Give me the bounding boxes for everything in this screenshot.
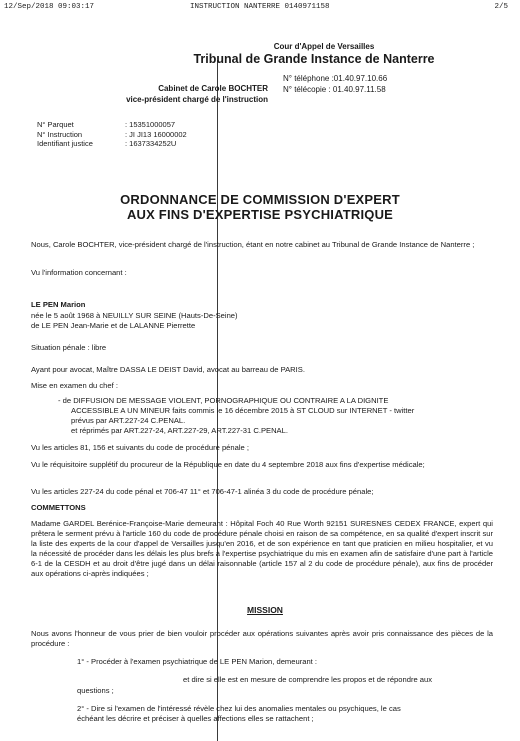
charge-line: prévus par ART.227-24 C.PENAL.: [71, 416, 186, 425]
vu-requisitoire: Vu le réquisitoire supplétif du procureur de la République en date du 4 septembre 2018 aux fins d'expertise médicale;: [31, 460, 425, 469]
charge-line: - de DIFFUSION DE MESSAGE VIOLENT, PORNOGRAPHIQUE OU CONTRAIRE A LA DIGNITE: [58, 396, 389, 405]
mission-heading: MISSION: [247, 605, 283, 615]
cabinet-judge: Cabinet de Carole BOCHTER: [158, 84, 268, 93]
document-title-line1: ORDONNANCE DE COMMISSION D'EXPERT: [120, 192, 400, 207]
intro-paragraph: Nous, Carole BOCHTER, vice-président chargé de l'instruction, étant en notre cabinet au Tribunal de Grande Instance de Nanterre ;: [31, 240, 475, 249]
person-birth: née le 5 août 1968 à NEUILLY SUR SEINE (Hauts-De-Seine): [31, 311, 238, 320]
charge-line: ACCESSIBLE A UN MINEUR faits commis le 16 décembre 2015 à ST CLOUD sur INTERNET - twitter: [71, 406, 415, 415]
fax-header: [4, 3, 516, 15]
contact-block: [283, 73, 387, 95]
fax-number: N° télécopie : 01.40.97.11.58: [283, 85, 386, 94]
identifier-row: [37, 130, 187, 140]
mission-intro: Nous avons l'honneur de vous prier de bien vouloir procéder aux opérations suivantes après avoir pris connaissance des pièces de la procédure :: [31, 629, 493, 648]
mission-item-1-cont: questions ;: [77, 686, 114, 695]
cabinet-role: vice-président chargé de l'instruction: [126, 95, 268, 104]
situation-penale: Situation pénale : libre: [31, 343, 107, 352]
charge-line: et réprimés par ART.227-24, ART.227-29, ART.227-31 C.PENAL.: [71, 426, 288, 435]
fax-title: INSTRUCTION NANTERRE 0140971158: [190, 3, 330, 11]
identifier-label: Identifiant justice: [37, 139, 93, 148]
identifier-row: [37, 120, 187, 130]
mission-item-1: 1° - Procéder à l'examen psychiatrique de LE PEN Marion, demeurant :: [77, 657, 318, 666]
identifier-row: [37, 139, 187, 149]
avocat-line: Ayant pour avocat, Maître DASSA LE DEIST David, avocat au barreau de PARIS.: [31, 365, 305, 374]
commettons-paragraph: Madame GARDEL Berénice-Françoise-Marie demeurant : Hôpital Foch 40 Rue Worth 92151 SURESNES CEDEX FRANCE, expert qui prêtera le serment prévu à l'article 160 du code de procédure pénale choisi en raison de sa compétence, en sa qualité d'expert inscrit sur la liste des experts de la cour d'appel de Versailles jusqu'en 2016, et de son expérience en tant que praticien en milieu hospitalier, et vu la nécessité de procéder dans les délais les plus brefs à l'expertise psychiatrique du mis en examen afin de satisfaire d'une part à l'article 6-1 de la CESDH et au droit d'être jugé dans un délai raisonnable (article 157 al 2 du code de procédure pénale), aux fins de procéder aux opérations ci-après indiquées ;: [31, 519, 493, 578]
phone-number: N° téléphone :01.40.97.10.66: [283, 74, 388, 83]
identifier-value: : JI JI13 16000002: [125, 129, 187, 139]
court-of-appeal: Cour d'Appel de Versailles: [273, 42, 375, 51]
person-parents: de LE PEN Jean-Marie et de LALANNE Pierrette: [31, 321, 196, 330]
mission-item-1-cont: et dire si elle est en mesure de comprendre les propos et de répondre aux: [183, 675, 433, 684]
identifier-label: N° Parquet: [37, 120, 74, 129]
document-title-line2: AUX FINS D'EXPERTISE PSYCHIATRIQUE: [126, 207, 394, 222]
tribunal-name: Tribunal de Grande Instance de Nanterre: [193, 52, 435, 66]
mission-item-2-cont: échéant les décrire et préciser à quelles affections elles se rattachent ;: [77, 714, 314, 723]
mission-item-2: 2° - Dire si l'examen de l'intéressé révèle chez lui des anomalies mentales ou psychiques, le cas: [77, 704, 401, 713]
fax-datetime: 12/Sep/2018 09:03:17: [4, 3, 95, 11]
cabinet-block: [58, 83, 268, 105]
vu-articles: Vu les articles 81, 156 et suivants du code de procédure pénale ;: [31, 443, 249, 452]
vu-articles-2: Vu les articles 227-24 du code pénal et 706-47 11° et 706-47-1 alinéa 3 du code de procédure pénale;: [31, 487, 374, 496]
case-identifiers: [37, 120, 187, 149]
identifier-value: : 15351000057: [125, 120, 176, 129]
mise-en-examen: Mise en examen du chef :: [31, 381, 118, 390]
vu-information: Vu l'information concernant :: [31, 268, 127, 277]
identifier-value: : 1637334252U: [125, 139, 177, 148]
commettons-heading: COMMETTONS: [31, 503, 86, 512]
identifier-label: N° Instruction: [37, 129, 83, 139]
person-name: LE PEN Marion: [31, 300, 86, 309]
fax-page-number: 2/5: [494, 3, 508, 11]
